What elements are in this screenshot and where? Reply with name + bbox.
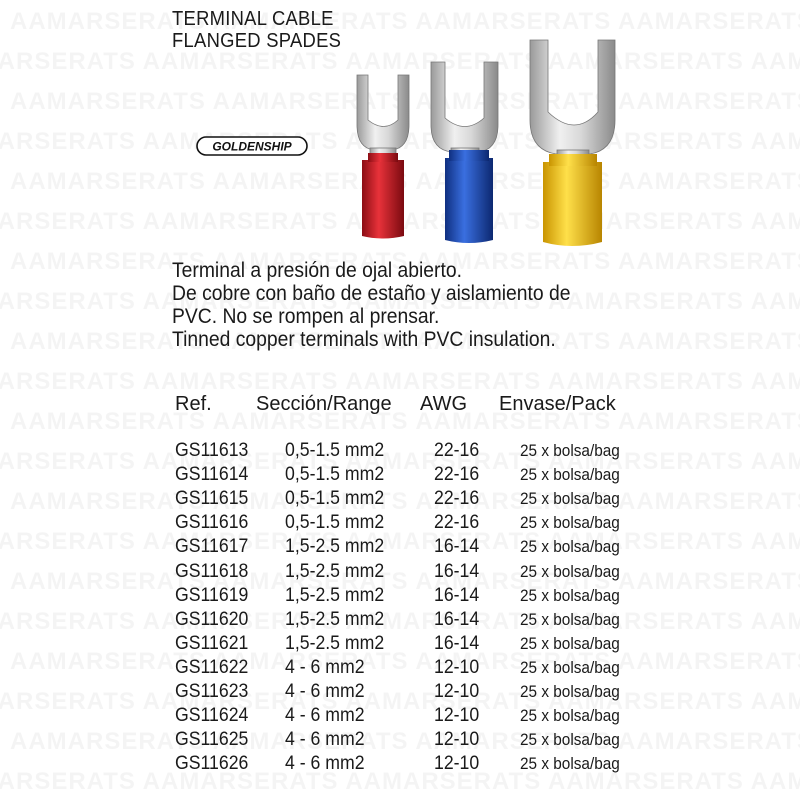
cell-pack-text: 25 x bolsa/bag	[520, 731, 620, 750]
cell-section-text: 4 - 6 mm2	[285, 753, 365, 775]
cell-ref-text: GS11613	[175, 440, 249, 461]
cell-awg-text: 12-10	[434, 681, 480, 702]
cell-section	[285, 488, 392, 510]
cell-section-text: 0,5-1.5 mm2	[285, 488, 385, 510]
cell-awg-text: 16-14	[434, 560, 480, 582]
cell-pack	[520, 514, 627, 533]
cell-section-text: 1,5-2.5 mm2	[285, 584, 385, 606]
cell-awg	[434, 512, 483, 534]
cell-awg-text: 16-14	[434, 632, 480, 654]
cell-pack	[520, 755, 627, 774]
table-row	[0, 705, 800, 729]
blue-spade-terminal	[431, 62, 498, 243]
cell-pack-text: 25 x bolsa/bag	[520, 755, 620, 774]
description	[172, 259, 605, 351]
red-spade-terminal	[357, 75, 409, 239]
cell-section	[285, 633, 392, 655]
cell-ref-text: GS11626	[175, 753, 249, 775]
cell-awg-text: 16-14	[434, 584, 480, 606]
cell-ref-text: GS11621	[175, 632, 249, 654]
cell-pack-text: 25 x bolsa/bag	[520, 683, 620, 701]
cell-ref-text: GS11614	[175, 464, 249, 486]
cell-pack	[520, 635, 627, 654]
cell-ref	[175, 464, 254, 486]
cell-awg-text: 12-10	[434, 656, 480, 678]
cell-pack-text: 25 x bolsa/bag	[520, 707, 620, 726]
cell-section	[285, 512, 392, 534]
cell-pack	[520, 563, 627, 582]
title-line-1: TERMINAL CABLE	[172, 8, 334, 30]
cell-awg-text: 22-16	[434, 512, 480, 534]
cell-ref	[175, 585, 254, 607]
cell-awg	[434, 681, 483, 703]
cell-pack	[520, 659, 627, 678]
cell-awg-text: 12-10	[434, 705, 480, 727]
cell-awg-text: 22-16	[434, 464, 480, 486]
cell-section	[285, 753, 371, 775]
header-section: Sección/Range	[256, 393, 392, 415]
table-row	[0, 536, 800, 560]
cell-section	[285, 657, 371, 679]
cell-awg	[434, 440, 483, 462]
cell-section-text: 4 - 6 mm2	[285, 656, 365, 678]
cell-ref	[175, 536, 254, 558]
cell-awg	[434, 464, 483, 486]
cell-section-text: 4 - 6 mm2	[285, 705, 365, 727]
spade-terminals-illustration	[0, 0, 800, 260]
goldenship-logo	[196, 136, 308, 156]
logo-text: GOLDENSHIP	[212, 139, 292, 154]
header-pack: Envase/Pack	[499, 393, 616, 415]
cell-pack	[520, 611, 627, 630]
cell-ref-text: GS11623	[175, 681, 249, 702]
cell-section-text: 0,5-1.5 mm2	[285, 464, 385, 486]
cell-ref-text: GS11618	[175, 560, 249, 582]
cell-pack	[520, 442, 627, 461]
table-row	[0, 561, 800, 585]
cell-section-text: 1,5-2.5 mm2	[285, 560, 385, 582]
cell-section	[285, 585, 392, 607]
table-row	[0, 464, 800, 488]
cell-pack-text: 25 x bolsa/bag	[520, 562, 620, 581]
cell-pack-text: 25 x bolsa/bag	[520, 586, 620, 605]
cell-pack	[520, 707, 627, 726]
cell-ref	[175, 440, 254, 462]
cell-section-text: 1,5-2.5 mm2	[285, 536, 385, 558]
table-row	[0, 657, 800, 681]
cell-pack	[520, 683, 627, 702]
cell-awg	[434, 753, 483, 775]
cell-ref	[175, 609, 254, 631]
table-row	[0, 488, 800, 512]
table-row	[0, 753, 800, 777]
cell-pack	[520, 490, 627, 509]
cell-section-text: 0,5-1.5 mm2	[285, 512, 385, 534]
cell-awg	[434, 561, 483, 583]
cell-section-text: 0,5-1.5 mm2	[285, 440, 385, 461]
table-row	[0, 512, 800, 536]
cell-pack-text: 25 x bolsa/bag	[520, 538, 620, 557]
description-line: Tinned copper terminals with PVC insulation.	[172, 328, 556, 351]
cell-awg	[434, 585, 483, 607]
cell-awg-text: 12-10	[434, 729, 480, 751]
cell-ref-text: GS11624	[175, 705, 249, 727]
cell-ref	[175, 512, 254, 534]
cell-pack-text: 25 x bolsa/bag	[520, 634, 620, 653]
cell-section-text: 4 - 6 mm2	[285, 729, 365, 751]
table-row	[0, 681, 800, 705]
cell-awg	[434, 705, 483, 727]
cell-awg	[434, 488, 483, 510]
cell-ref-text: GS11619	[175, 584, 249, 606]
cell-pack-text: 25 x bolsa/bag	[520, 514, 620, 533]
cell-section	[285, 705, 371, 727]
cell-ref	[175, 657, 254, 679]
cell-awg	[434, 657, 483, 679]
cell-awg-text: 12-10	[434, 753, 480, 775]
cell-awg-text: 22-16	[434, 488, 480, 510]
cell-section	[285, 729, 371, 751]
cell-pack-text: 25 x bolsa/bag	[520, 466, 620, 485]
title-line-2: FLANGED SPADES	[172, 30, 342, 52]
cell-section-text: 1,5-2.5 mm2	[285, 632, 385, 654]
cell-awg-text: 16-14	[434, 608, 480, 630]
cell-section	[285, 536, 392, 558]
cell-pack	[520, 538, 627, 557]
cell-ref-text: GS11615	[175, 488, 249, 510]
cell-section	[285, 681, 371, 703]
description-line: Terminal a presión de ojal abierto.	[172, 259, 462, 282]
table-row	[0, 609, 800, 633]
cell-ref	[175, 681, 254, 703]
description-line: PVC. No se rompen al prensar.	[172, 305, 440, 328]
cell-ref	[175, 633, 254, 655]
table-row	[0, 585, 800, 609]
cell-awg-text: 22-16	[434, 440, 480, 461]
cell-ref-text: GS11622	[175, 656, 249, 678]
cell-pack-text: 25 x bolsa/bag	[520, 610, 620, 629]
cell-section	[285, 464, 392, 486]
cell-ref-text: GS11625	[175, 729, 249, 751]
cell-ref	[175, 705, 254, 727]
cell-ref-text: GS11616	[175, 512, 249, 534]
cell-pack	[520, 466, 627, 485]
cell-pack-text: 25 x bolsa/bag	[520, 490, 620, 509]
cell-ref	[175, 488, 254, 510]
cell-awg	[434, 729, 483, 751]
cell-section	[285, 609, 392, 631]
cell-awg	[434, 609, 483, 631]
cell-pack	[520, 731, 627, 750]
cell-pack-text: 25 x bolsa/bag	[520, 658, 620, 677]
cell-awg-text: 16-14	[434, 536, 480, 558]
cell-awg	[434, 633, 483, 655]
description-line: De cobre con baño de estaño y aislamiento de	[172, 282, 571, 305]
cell-ref	[175, 561, 254, 583]
table-row	[0, 633, 800, 657]
yellow-spade-terminal	[530, 40, 615, 246]
table-row	[0, 440, 800, 464]
header-ref: Ref.	[175, 393, 212, 415]
header-awg: AWG	[420, 393, 468, 415]
cell-section-text: 1,5-2.5 mm2	[285, 608, 385, 630]
cell-pack	[520, 587, 627, 606]
table-row	[0, 729, 800, 753]
cell-ref-text: GS11617	[175, 536, 249, 558]
cell-ref	[175, 753, 254, 775]
cell-section	[285, 440, 392, 462]
cell-ref-text: GS11620	[175, 608, 249, 630]
cell-section	[285, 561, 392, 583]
cell-section-text: 4 - 6 mm2	[285, 681, 365, 702]
cell-pack-text: 25 x bolsa/bag	[520, 442, 620, 460]
cell-ref	[175, 729, 254, 751]
cell-awg	[434, 536, 483, 558]
